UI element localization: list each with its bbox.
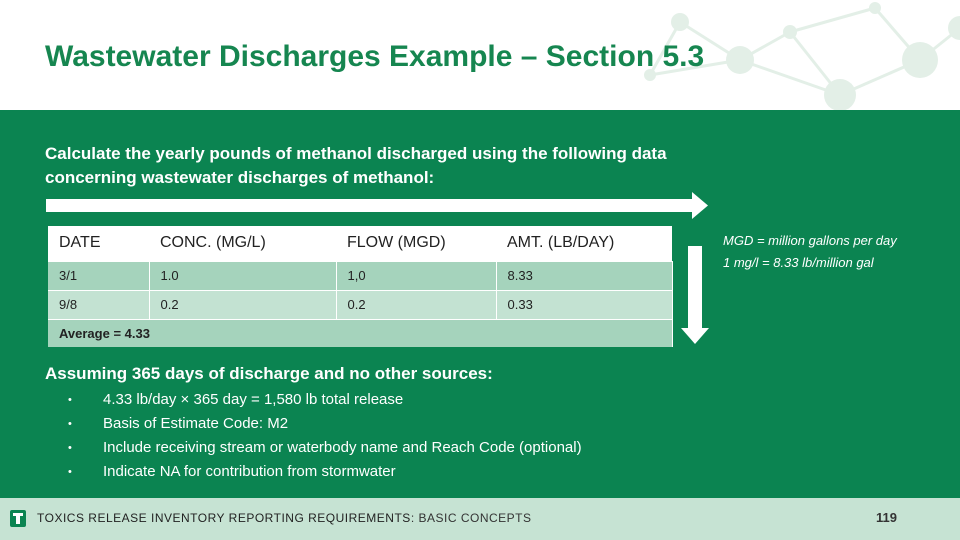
bullet-icon: • (68, 442, 72, 454)
list-item-text: Basis of Estimate Code: M2 (103, 415, 289, 432)
list-item-text: Indicate NA for contribution from stormwater (103, 463, 396, 480)
footer-title (37, 511, 532, 525)
slide-footer (0, 498, 960, 540)
arrow-down-icon (681, 246, 709, 344)
bullet-icon: • (68, 418, 72, 430)
list-item (68, 460, 582, 484)
column-header-conc: CONC. (MG/L) (149, 226, 336, 261)
table-header-row (48, 226, 672, 261)
list-item (68, 388, 582, 412)
list-item-text: 4.33 lb/day × 365 day = 1,580 lb total release (103, 391, 404, 408)
table-cell: 3/1 (48, 261, 149, 290)
list-item (68, 412, 582, 436)
table-cell: 8.33 (496, 261, 672, 290)
arrow-right-icon (46, 192, 708, 219)
table-row (48, 261, 672, 290)
bullet-icon: • (68, 466, 72, 478)
table-cell: 0.33 (496, 290, 672, 319)
column-header-amount: AMT. (LB/DAY) (496, 226, 672, 261)
discharge-table (48, 226, 672, 347)
toxics-release-inventory-logo (10, 510, 26, 527)
list-item (68, 436, 582, 460)
list-item-text: Include receiving stream or waterbody name and Reach Code (optional) (103, 439, 582, 456)
page-title: Wastewater Discharges Example – Section 5.3 (45, 40, 705, 73)
average-row (48, 319, 672, 347)
table-cell: 1,0 (336, 261, 496, 290)
footer-title-main: TOXICS RELEASE INVENTORY REPORTING REQUIREMENTS (37, 511, 411, 525)
assumption-heading: Assuming 365 days of discharge and no other sources: (45, 364, 493, 383)
table-cell: 1.0 (149, 261, 336, 290)
unit-notes (723, 230, 897, 274)
column-header-flow: FLOW (MGD) (336, 226, 496, 261)
note-conversion: 1 mg/l = 8.33 lb/million gal (723, 255, 874, 270)
footer-title-separator: : (410, 511, 419, 525)
slide-header (0, 0, 960, 110)
content-area (0, 110, 960, 498)
intro-text: Calculate the yearly pounds of methanol discharged using the following data concerning wastewater discharges of methanol: (45, 144, 667, 187)
average-value: Average = 4.33 (48, 319, 672, 347)
column-header-date: DATE (48, 226, 149, 261)
table-cell: 0.2 (149, 290, 336, 319)
bullet-icon: • (68, 394, 72, 406)
table-cell: 9/8 (48, 290, 149, 319)
assumption-list (68, 388, 582, 484)
table-cell: 0.2 (336, 290, 496, 319)
footer-title-sub: BASIC CONCEPTS (418, 511, 532, 525)
table-row (48, 290, 672, 319)
note-mgd: MGD = million gallons per day (723, 233, 897, 248)
page-number: 119 (876, 510, 897, 525)
